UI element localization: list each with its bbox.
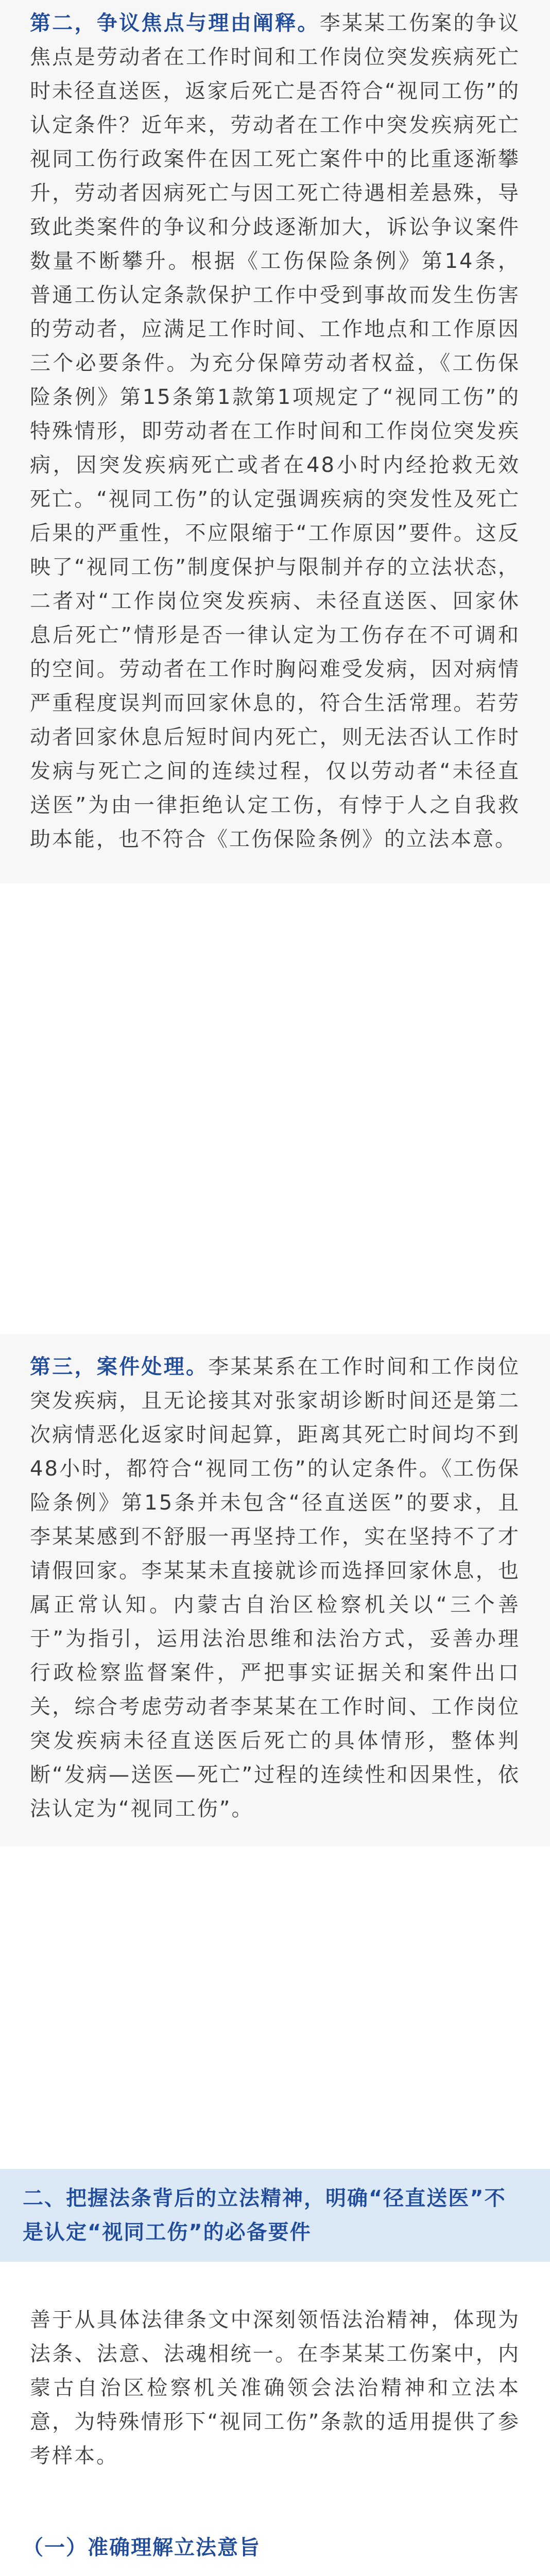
subsection-heading	[23, 2531, 261, 2565]
paragraph-text: 善于从具体法律条文中深刻领悟法治精神，体现为法条、法意、法魂相统一。在李某某工伤案中，内蒙古自治区检察机关准确领会法治精神和立法本意，为特殊情形下“视同工伤”条款的适用提供了参考样本。	[30, 2308, 520, 2468]
section-heading-text: 二、把握法条背后的立法精神，明确“径直送医”不是认定“视同工伤”的必备要件	[23, 2187, 506, 2244]
paragraph-lead: 第二，争议焦点与理由阐释。	[30, 11, 320, 35]
paragraph-body: 李某某系在工作时间和工作岗位突发疾病，且无论接其对张家胡诊断时间还是第二次病情恶化返家时间起算，距离其死亡时间均不到48小时，都符合“视同工伤”的认定条件。《工伤保险条例》第15条并未包含“径直送医”的要求，且李某某感到不舒服一再坚持工作，实在坚持不了才请假回家。李某某未直接就诊而选择回家休息，也属正常认知。内蒙古自治区检察机关以“三个善于”为指引，运用法治思维和法治方式，妥善办理行政检察监督案件，严把事实证据关和案件出口关，综合考虑劳动者李某某在工作时间、工作岗位突发疾病未径直送医后死亡的具体情形，整体判断“发病—送医—死亡”过程的连续性和因果性，依法认定为“视同工伤”。	[30, 1355, 521, 1821]
paragraph-lead: 第三，案件处理。	[30, 1355, 209, 1379]
subsection-heading-text: （一）准确理解立法意旨	[23, 2536, 261, 2560]
paragraph-intro	[0, 2303, 550, 2473]
paragraph-case-handling	[0, 1334, 550, 1846]
paragraph-text	[30, 6, 520, 856]
paragraph-text	[30, 1350, 520, 1826]
paragraph-dispute-focus	[0, 0, 550, 883]
paragraph-body: 李某某工伤案的争议焦点是劳动者在工作时间和工作岗位突发疾病死亡时未径直送医，返家后死亡是否符合“视同工伤”的认定条件？近年来，劳动者在工作中突发疾病死亡视同工伤行政案件在因工死亡案件中的比重逐渐攀升，劳动者因病死亡与因工死亡待遇相差悬殊，导致此类案件的争议和分歧逐渐加大，诉讼争议案件数量不断攀升。根据《工伤保险条例》第14条，普通工伤认定条款保护工作中受到事故而发生伤害的劳动者，应满足工作时间、工作地点和工作原因三个必要条件。为充分保障劳动者权益，《工伤保险条例》第15条第1款第1项规定了“视同工伤”的特殊情形，即劳动者在工作时间和工作岗位突发疾病，因突发疾病死亡或者在48小时内经抢救无效死亡。“视同工伤”的认定强调疾病的突发性及死亡后果的严重性，不应限缩于“工作原因”要件。这反映了“视同工伤”制度保护与限制并存的立法状态，二者对“工作岗位突发疾病、未径直送医、回家休息后死亡”情形是否一律认定为工伤存在不可调和的空间。劳动者在工作时胸闷难受发病，因对病情严重程度误判而回家休息的，符合生活常理。若劳动者回家休息后短时间内死亡，则无法否认工作时发病与死亡之间的连续过程，仅以劳动者“未径直送医”为由一律拒绝认定工伤，有悖于人之自我救助本能，也不符合《工伤保险条例》的立法本意。	[30, 11, 521, 851]
section-heading	[0, 2169, 550, 2262]
